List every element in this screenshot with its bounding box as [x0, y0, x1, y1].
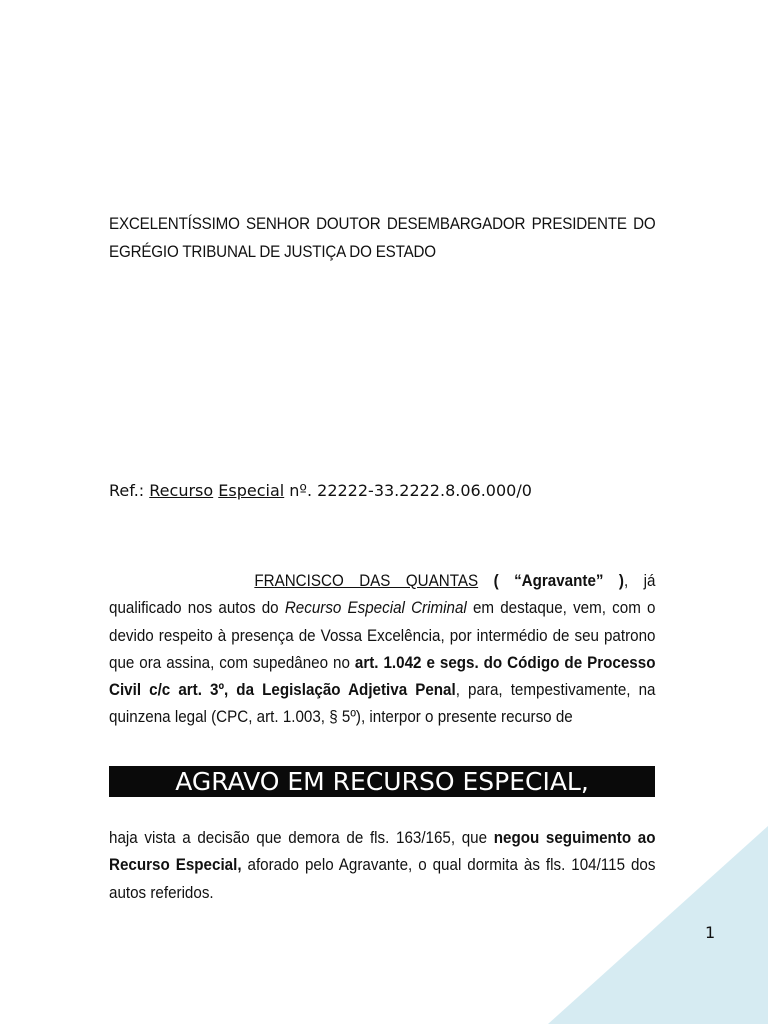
- addressee-heading: EXCELENTÍSSIMO SENHOR DOUTOR DESEMBARGADOR PRESIDENTE DO EGRÉGIO TRIBUNAL DE JUSTIÇA DO ESTADO: [109, 215, 656, 261]
- reference-prefix: Ref.:: [109, 481, 150, 500]
- legal-basis-bold: art. 1.042 e segs. do Código de Processo Civil c/c art. 3º, da Legislação Adjetiva Penal: [109, 653, 656, 700]
- party-label: ( “Agravante” ): [478, 572, 624, 590]
- reference-word-recurso: Recurso: [149, 481, 214, 500]
- decision-text-2: aforado pelo Agravante, o qual dormita às fls. 104/115 dos autos referidos.: [109, 856, 656, 902]
- party-name: FRANCISCO DAS QUANTAS: [254, 572, 479, 590]
- opening-paragraph: [109, 568, 655, 732]
- paragraph-text-1: , já qualificado nos autos do: [109, 572, 656, 618]
- decision-bold: negou seguimento ao Recurso Especial,: [109, 829, 656, 875]
- paragraph-text-2: em destaque, vem, com o devido respeito à presença de Vossa Excelência, por intermédio de seu patrono que ora assina, com supedâneo no: [109, 599, 656, 672]
- decision-text-1: haja vista a decisão que demora de fls. 163/165, que: [109, 829, 494, 847]
- decision-paragraph: [109, 825, 655, 907]
- reference-word-especial: Especial: [218, 481, 285, 500]
- case-reference: [109, 479, 532, 503]
- reference-number: nº. 22222-33.2222.8.06.000/0: [284, 481, 532, 500]
- page-number: 1: [705, 923, 716, 942]
- paragraph-text-3: , para, tempestivamente, na quinzena legal (CPC, art. 1.003, § 5º), interpor o presente recurso de: [109, 681, 656, 727]
- appeal-title-banner: AGRAVO EM RECURSO ESPECIAL,: [109, 766, 655, 797]
- case-type-italic: Recurso Especial Criminal: [284, 599, 467, 618]
